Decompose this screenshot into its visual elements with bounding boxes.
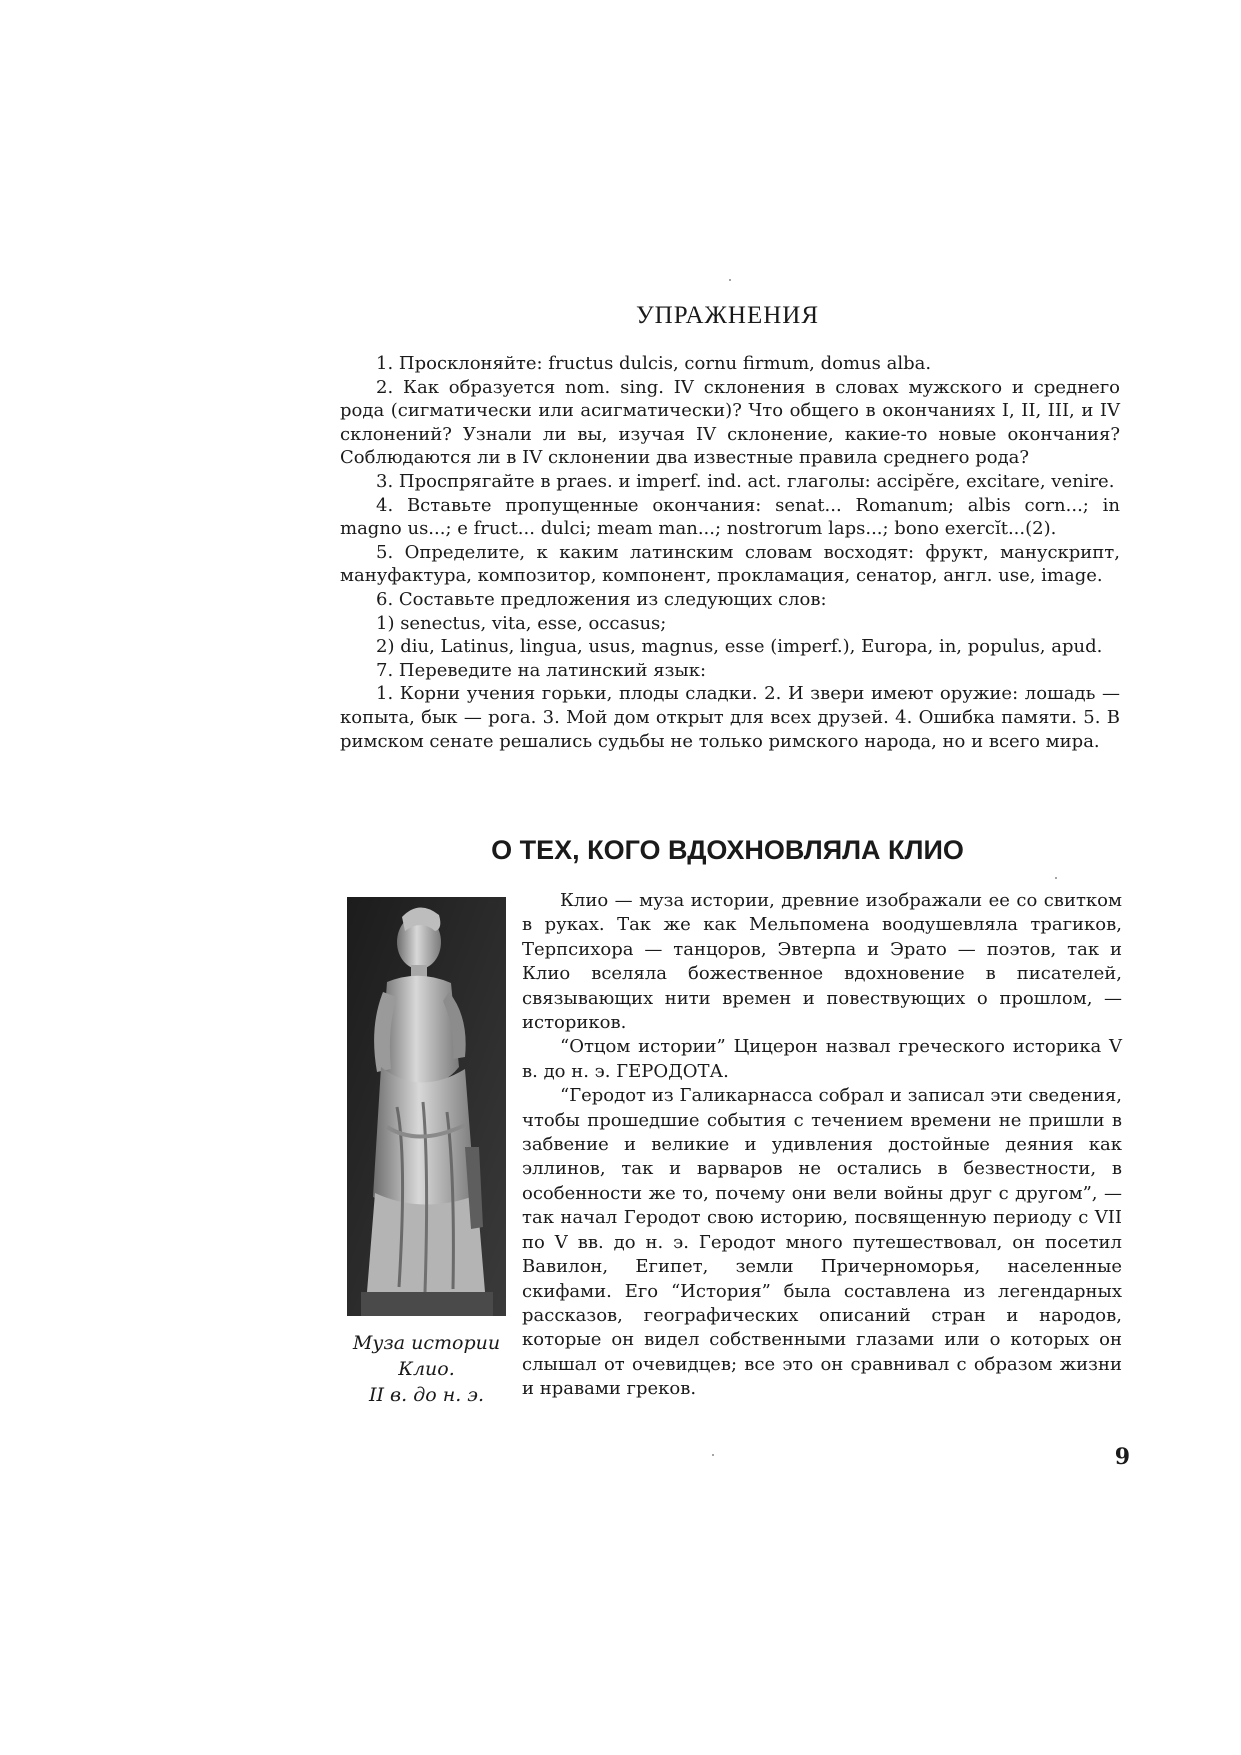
scan-speck <box>729 279 731 281</box>
article-paragraph: “Отцом истории” Цицерон назвал греческого историка V в. до н. э. ГЕРОДОТА. <box>522 1036 1122 1082</box>
exercises-block <box>340 352 1120 753</box>
exercise-paragraph: 5. Определите, к каким латинским словам восходят: фрукт, манускрипт, мануфактура, композитор, компонент, прокламация, сенатор, англ. use, image. <box>340 541 1120 587</box>
exercise-paragraph: 7. Переведите на латинский язык: <box>376 659 707 681</box>
caption-line: II в. до н. э. <box>369 1384 484 1406</box>
statue-icon <box>347 897 506 1316</box>
exercise-paragraph: 3. Проспрягайте в praes. и imperf. ind. act. глаголы: accipĕre, excitare, venire. <box>376 470 1115 492</box>
exercise-paragraph: 4. Вставьте пропущенные окончания: senat... Romanum; albis corn...; in magno us...; e fruct... dulci; meam man...; nostrorum laps...; bono exercĭt...(2). <box>340 494 1120 540</box>
caption-line: Клио. <box>398 1358 455 1380</box>
exercise-paragraph: 2) diu, Latinus, lingua, usus, magnus, esse (imperf.), Europa, in, populus, apud. <box>376 636 1103 658</box>
page-number: 9 <box>1114 1444 1130 1470</box>
exercise-paragraph: 1. Просклоняйте: fructus dulcis, cornu firmum, domus alba. <box>376 353 932 374</box>
figure-caption <box>340 1330 513 1408</box>
statue-of-clio-photo <box>347 897 506 1316</box>
scan-speck <box>1055 877 1057 879</box>
exercise-paragraph: 6. Составьте предложения из следующих слов: <box>376 588 827 610</box>
exercise-paragraph: 2. Как образуется nom. sing. IV склонения в словах мужского и среднего рода (сигматически или асигматически)? Что общего в окончаниях I, II, III, и IV склонений? Узнали ли вы, изучая IV склонение, какие-то новые окончания? Соблюдаются ли в IV склонении два известные правила среднего рода? <box>340 376 1120 469</box>
scan-speck <box>712 1454 714 1456</box>
article-paragraph: “Геродот из Галикарнасса собрал и записал эти сведения, чтобы прошедшие события с течением времени не пришли в забвение и великие и удивления достойные деяния как эллинов, так и варваров не остались в безвестности, в особенности же то, почему они вели войны друг с другом”, — так начал Геродот свою историю, посвященную периоду с VII по V вв. до н. э. Геродот много путешествовал, он посетил Вавилон, Египет, земли Причерноморья, населенные скифами. Его “История” была составлена из легендарных рассказов, географических описаний стран и народов, которые он видел собственными глазами или о которых он слышал от очевидцев; все это он сравнивал с образом жизни и нравами греков. <box>522 1085 1122 1400</box>
article-body <box>522 889 1122 1402</box>
exercise-paragraph: 1. Корни учения горьки, плоды сладки. 2. И звери имеют оружие: лошадь — копыта, бык — рога. 3. Мой дом открыт для всех друзей. 4. Ошибка памяти. 5. В римском сенате решались судьбы не только римского народа, но и всего мира. <box>340 683 1120 752</box>
article-paragraph: Клио — муза истории, древние изображали ее со свитком в руках. Так же как Мельпомена воодушевляла трагиков, Терпсихора — танцоров, Эвтерпа и Эрато — поэтов, так и Клио вселяла божественное вдохновение в писателей, связывающих нити времен и повествующих о прошлом, — историков. <box>522 890 1122 1034</box>
article-heading: О ТЕХ, КОГО ВДОХНОВЛЯЛА КЛИО <box>491 835 964 865</box>
exercises-heading: УПРАЖНЕНИЯ <box>635 302 820 329</box>
caption-line: Муза истории <box>352 1332 501 1354</box>
exercise-paragraph: 1) senectus, vita, esse, occasus; <box>376 612 667 634</box>
